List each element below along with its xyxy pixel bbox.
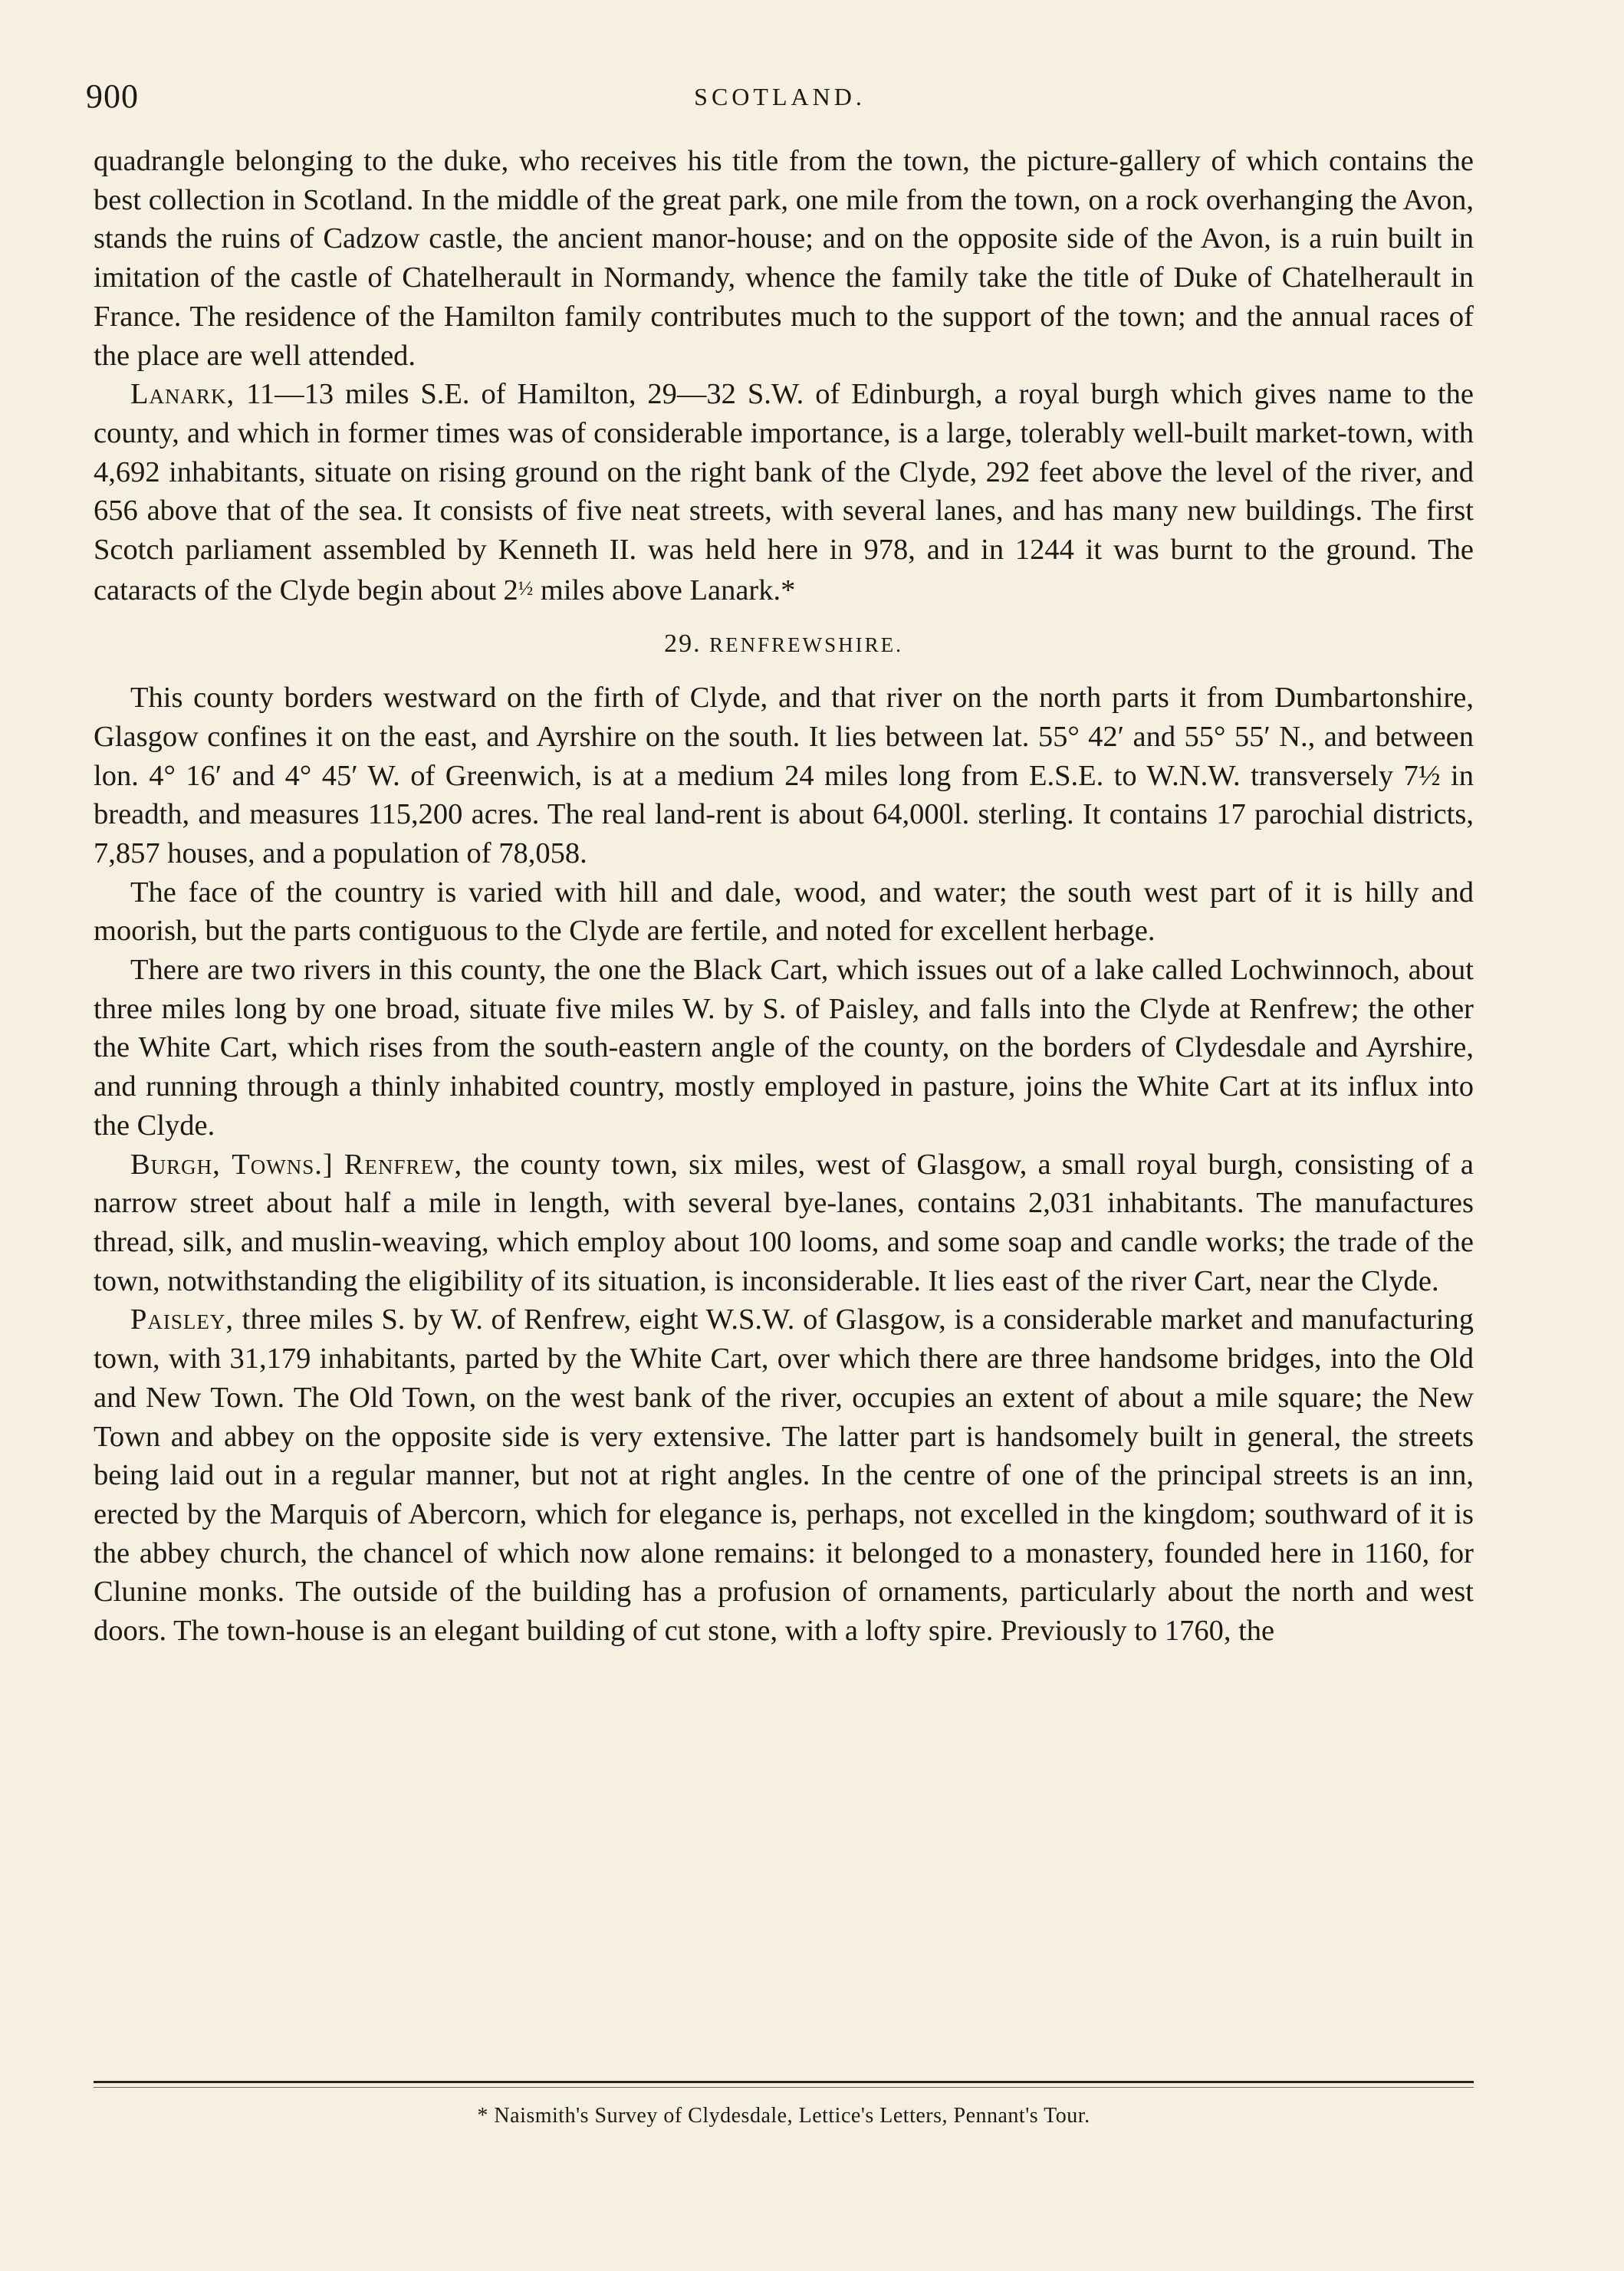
section-title: RENFREWSHIRE. [709, 633, 903, 657]
lanark-body: 11—13 miles S.E. of Hamilton, 29—32 S.W. of Edinburgh, a royal burgh which gives name to the county, and which in former times was of considerable importance, is a large, tolerably well-built market-town, with 4,692 inhabitants, situate on rising ground on the right bank of the Clyde, 292 feet above the level of the river, and 656 above that of the sea. It consists of five neat streets, with several lanes, and has many new buildings. The first Scotch parliament assembled by Kenneth II. was held here in 978, and in 1244 it was burnt to the ground. The cataracts of the Clyde begin about [94, 378, 1474, 606]
body-text [94, 142, 1474, 1651]
paragraph-lanark [94, 375, 1474, 610]
section-number: 29. [664, 629, 702, 659]
section-heading [94, 625, 1474, 665]
lanark-heading: Lanark, [130, 378, 235, 411]
paragraph-rivers: There are two rivers in this county, the one the Black Cart, which issues out of a lake called Lochwinnoch, about three miles long by one broad, situate five miles W. by S. of Paisley, and falls into the Clyde at Renfrew; the other the White Cart, which rises from the south-eastern angle of the county, on the borders of Clydesdale and Ayrshire, and running through a thinly inhabited country, mostly employed in pasture, joins the White Cart at its influx into the Clyde. [94, 954, 1474, 1142]
paragraph-hamilton-end: quadrangle belonging to the duke, who receives his title from the town, the picture-gallery of which contains the best collection in Scotland. In the middle of the great park, one mile from the town, on a rock overhanging the Avon, stands the ruins of Cadzow castle, the ancient manor-house; and on the opposite side of the Avon, is a ruin built in imitation of the castle of Chatelherault in Normandy, whence the family take the title of Duke of Chatelherault in France. The residence of the Hamilton family contributes much to the support of the town; and the annual races of the place are well attended. [94, 145, 1474, 372]
footnote-rule-thin [94, 2087, 1474, 2088]
paragraph-renfrewshire-bounds: This county borders westward on the firth of Clyde, and that river on the north parts it from Dumbartonshire, Glasgow confines it on the east, and Ayrshire on the south. It lies between lat. 55° 42′ and 55° 55′ N., and between lon. 4° 16′ and 4° 45′ W. of Greenwich, is at a medium 24 miles long from E.S.E. to W.N.W. transversely 7½ in breadth, and measures 115,200 acres. The real land-rent is about 64,000l. sterling. It contains 17 parochial districts, 7,857 houses, and a population of 78,058. [94, 682, 1474, 869]
running-title: SCOTLAND. [694, 83, 866, 110]
page-number: 900 [86, 77, 139, 115]
lanark-tail: miles above Lanark.* [533, 574, 796, 606]
burgh-towns-heading: Burgh, Towns.] [130, 1148, 334, 1181]
renfrew-heading: Renfrew, [344, 1148, 463, 1181]
paragraph-face-of-country: The face of the country is varied with hill and dale, wood, and water; the south west part of it is hilly and moorish, but the parts contiguous to the Clyde are fertile, and noted for excellent herbage. [94, 876, 1474, 948]
footnote-rule [94, 2081, 1474, 2083]
renfrew-body: the county town, six miles, west of Glasgow, a small royal burgh, consisting of a narrow street about half a mile in length, with several bye-lanes, contains 2,031 inhabitants. The manufactures thread, silk, and muslin-weaving, which employ about 100 looms, and some soap and candle works; the trade of the town, notwithstanding the eligibility of its situation, is inconsiderable. It lies east of the river Cart, near the Clyde. [94, 1148, 1474, 1297]
footnote: * Naismith's Survey of Clydesdale, Lettice's Letters, Pennant's Tour. [477, 2104, 1090, 2128]
paragraph-renfrew [94, 1145, 1474, 1301]
page-header [86, 77, 1474, 123]
paisley-heading: Paisley, [130, 1303, 235, 1336]
paragraph-paisley [94, 1300, 1474, 1650]
lanark-distance-number: 2 [503, 574, 518, 606]
lanark-distance-fraction: ½ [518, 577, 534, 600]
paisley-body: three miles S. by W. of Renfrew, eight W.S.W. of Glasgow, is a considerable market and manufacturing town, with 31,179 inhabitants, parted by the White Cart, over which there are three handsome bridges, into the Old and New Town. The Old Town, on the west bank of the river, occupies an extent of about a mile square; the New Town and abbey on the opposite side is very extensive. The latter part is handsomely built in general, the streets being laid out in a regular manner, but not at right angles. In the centre of one of the principal streets is an inn, erected by the Marquis of Abercorn, which for elegance is, perhaps, not excelled in the kingdom; southward of it is the abbey church, the chancel of which now alone remains: it belonged to a monastery, founded here in 1160, for Clunine monks. The outside of the building has a profusion of ornaments, particularly about the north and west doors. The town-house is an elegant building of cut stone, with a lofty spire. Previously to 1760, the [94, 1303, 1474, 1648]
